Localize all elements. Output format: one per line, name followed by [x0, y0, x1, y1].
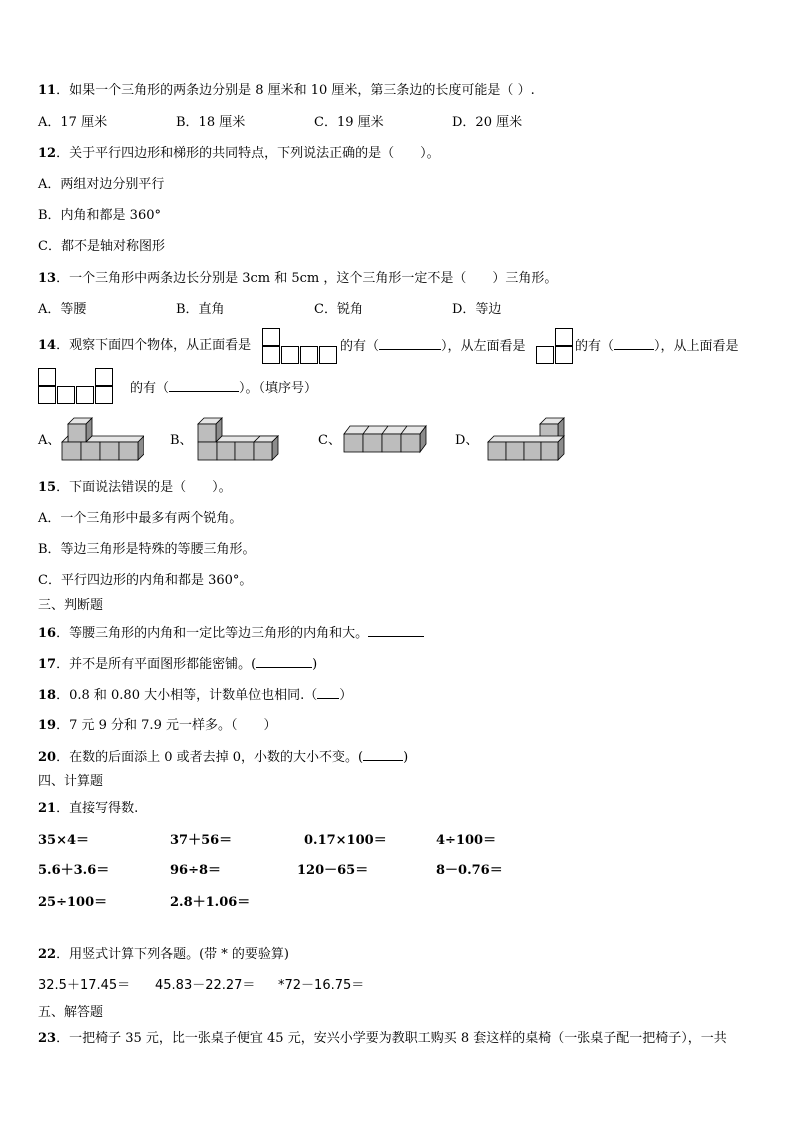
- vertical-calc-item: 32.5＋17.45＝: [38, 978, 131, 993]
- q20-stem: [38, 748, 408, 767]
- q17-end: ): [312, 657, 318, 672]
- left-view-cell: [555, 328, 573, 346]
- section-title-calculation: 四、计算题: [38, 774, 104, 789]
- q18-stem: [38, 686, 352, 705]
- calc-item: 37＋56＝: [170, 833, 233, 848]
- front-view-cell: [281, 346, 299, 364]
- top-view-cell: [95, 386, 113, 404]
- q21-number: 21: [38, 801, 57, 816]
- top-view-cell: [76, 386, 94, 404]
- answer-blank-q17[interactable]: [256, 655, 312, 668]
- figure-label-d: D、: [455, 433, 479, 448]
- answer-blank-q20[interactable]: [363, 748, 403, 761]
- q12-stem: [38, 145, 440, 163]
- calc-item: 35×4＝: [38, 833, 90, 848]
- q21-stem: [38, 800, 138, 818]
- answer-blank-q18[interactable]: [317, 686, 339, 699]
- figure-label-a: A、: [38, 433, 61, 448]
- q13-text: ．一个三角形中两条边长分别是 3cm 和 5cm ，这个三角形一定不是（ ）三角形。: [56, 271, 558, 286]
- cube-figure-d: [484, 414, 574, 466]
- q22-number: 22: [38, 947, 57, 962]
- answer-blank-front[interactable]: [379, 337, 441, 350]
- front-view-figure: [262, 328, 338, 366]
- left-view-cell: [555, 346, 573, 364]
- q14-text-order-hint: ）。（填序号）: [239, 381, 318, 396]
- q16-text: ．等腰三角形的内角和一定比等边三角形的内角和大。: [56, 626, 369, 641]
- q23-stem: [38, 1030, 727, 1048]
- q18-number: 18: [38, 688, 57, 703]
- q14-line2: [130, 379, 317, 398]
- q13-option-c: C．锐角: [314, 302, 363, 317]
- q12-option-a: A．两组对边分别平行: [38, 177, 165, 192]
- q14-text-left: ），从左面看是: [441, 339, 526, 354]
- q19-text: ．7 元 9 分和 7.9 元一样多。（ ）: [56, 718, 277, 733]
- q14-text-front: ．观察下面四个物体，从正面看是: [56, 338, 252, 353]
- cube-figure-c: [340, 422, 430, 458]
- q23-number: 23: [38, 1031, 57, 1046]
- calc-item: 120－65＝: [297, 863, 369, 878]
- q17-number: 17: [38, 657, 57, 672]
- q16-number: 16: [38, 626, 57, 641]
- calc-item: 25÷100＝: [38, 895, 108, 910]
- q13-stem: [38, 270, 557, 288]
- q11-option-b: B．18 厘米: [176, 115, 246, 130]
- vertical-calc-item: *72－16.75＝: [278, 978, 365, 993]
- answer-blank-top[interactable]: [169, 379, 239, 392]
- q20-number: 20: [38, 750, 57, 765]
- answer-blank-left[interactable]: [614, 337, 654, 350]
- top-view-cell: [95, 368, 113, 386]
- q17-text: ．并不是所有平面图形都能密铺。(: [56, 657, 257, 672]
- q14-text-top-have: 的有（: [130, 381, 170, 396]
- q12-option-b: B．内角和都是 360°: [38, 208, 161, 223]
- q13-option-d: D．等边: [452, 302, 502, 317]
- q14-text-top: ），从上面看是: [654, 339, 739, 354]
- front-view-cell: [319, 346, 337, 364]
- q14-text-front-answer: [340, 337, 526, 356]
- figure-label-b: B、: [170, 433, 193, 448]
- calc-item: 5.6＋3.6＝: [38, 863, 110, 878]
- q22-stem: [38, 946, 289, 964]
- q14-text-front-have: 的有（: [340, 339, 380, 354]
- calc-item: 4÷100＝: [436, 833, 497, 848]
- q18-end: ）: [339, 688, 353, 703]
- q12-number: 12: [38, 146, 57, 161]
- front-view-cell: [262, 346, 280, 364]
- q16-stem: [38, 624, 424, 643]
- q11-number: 11: [38, 83, 57, 98]
- q11-option-a: A．17 厘米: [38, 115, 108, 130]
- left-view-cell: [536, 346, 554, 364]
- q14-stem: [38, 337, 251, 355]
- q19-stem: [38, 717, 276, 735]
- q18-text: ．0.8 和 0.80 大小相等，计数单位也相同.（: [56, 688, 318, 703]
- q22-text: ．用竖式计算下列各题。(带 * 的要验算): [56, 947, 290, 962]
- q15-option-a: A．一个三角形中最多有两个锐角。: [38, 511, 243, 526]
- q20-text: ．在数的后面添上 0 或者去掉 0，小数的大小不变。(: [56, 750, 364, 765]
- cube-figure-a: [58, 410, 144, 466]
- q15-text: ．下面说法错误的是（ ）。: [56, 480, 232, 495]
- section-title-judgement: 三、判断题: [38, 598, 104, 613]
- q19-number: 19: [38, 718, 57, 733]
- calc-item: 0.17×100＝: [304, 833, 387, 848]
- q14-text-left-answer: [575, 337, 739, 356]
- front-view-cell: [300, 346, 318, 364]
- front-view-cell: [262, 328, 280, 346]
- q12-option-c: C．都不是轴对称图形: [38, 239, 165, 254]
- q15-stem: [38, 479, 232, 497]
- top-view-cell: [38, 386, 56, 404]
- figure-label-c: C、: [318, 433, 341, 448]
- left-view-figure: [536, 328, 574, 366]
- q11-option-d: D．20 厘米: [452, 115, 523, 130]
- vertical-calc-item: 45.83－22.27＝: [155, 978, 256, 993]
- q15-option-b: B．等边三角形是特殊的等腰三角形。: [38, 542, 256, 557]
- q11-option-c: C．19 厘米: [314, 115, 384, 130]
- cube-figure-b: [194, 414, 284, 466]
- top-view-figure: [38, 368, 114, 406]
- q15-option-c: C．平行四边形的内角和都是 360°。: [38, 573, 253, 588]
- q12-text: ．关于平行四边形和梯形的共同特点，下列说法正确的是（ ）。: [56, 146, 440, 161]
- top-view-cell: [38, 368, 56, 386]
- q11-stem: [38, 82, 535, 100]
- q23-text: ．一把椅子 35 元，比一张桌子便宜 45 元，安兴小学要为教职工购买 8 套这样的桌椅（一张桌子配一把椅子），一共: [56, 1031, 727, 1046]
- calc-item: 8－0.76＝: [436, 863, 503, 878]
- section-title-solution: 五、解答题: [38, 1005, 104, 1020]
- q14-number: 14: [38, 338, 57, 353]
- calc-item: 96÷8＝: [170, 863, 222, 878]
- top-view-cell: [57, 386, 75, 404]
- calc-item: 2.8＋1.06＝: [170, 895, 251, 910]
- q13-option-a: A．等腰: [38, 302, 87, 317]
- q14-text-left-have: 的有（: [575, 339, 615, 354]
- answer-blank-q16[interactable]: [368, 624, 424, 637]
- q13-option-b: B．直角: [176, 302, 225, 317]
- q21-text: ．直接写得数.: [56, 801, 139, 816]
- q13-number: 13: [38, 271, 57, 286]
- q15-number: 15: [38, 480, 57, 495]
- q20-end: ): [403, 750, 409, 765]
- q11-text: ．如果一个三角形的两条边分别是 8 厘米和 10 厘米，第三条边的长度可能是（ ）.: [56, 83, 535, 98]
- q17-stem: [38, 655, 317, 674]
